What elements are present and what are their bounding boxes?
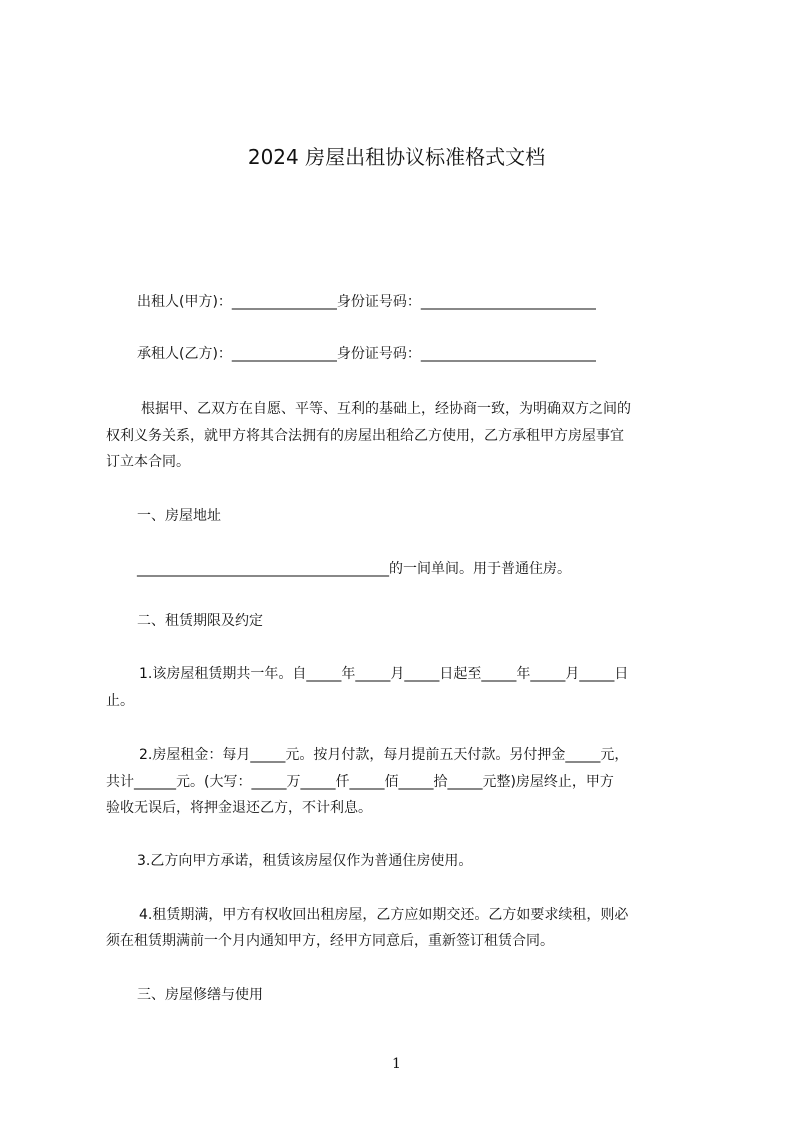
clause-3: 3.乙方向甲方承诺，租赁该房屋仅作为普通住房使用。 [137, 853, 473, 869]
document-title: 2024 房屋出租协议标准格式文档 [247, 145, 546, 169]
clause-2-line-1: 2.房屋租金：每月_____元。按月付款，每月提前五天付款。另付押金_____元， [139, 747, 629, 763]
section-heading-address: 一、房屋地址 [137, 508, 221, 524]
clause-4-line-1: 4.租赁期满，甲方有权收回出租房屋，乙方应如期交还。乙方如要求续租，则必 [139, 907, 629, 923]
clause-2-line-3: 验收无误后，将押金退还乙方，不计利息。 [106, 800, 372, 816]
intro-line-1: 根据甲、乙双方在自愿、平等、互利的基础上，经协商一致，为明确双方之间的 [141, 401, 631, 417]
intro-line-2: 权利义务关系，就甲方将其合法拥有的房屋出租给乙方使用，乙方承租甲方房屋事宜 [106, 428, 624, 444]
intro-line-3: 订立本合同。 [106, 454, 190, 470]
page-number: 1 [392, 1056, 401, 1072]
clause-1-line-2: 止。 [106, 693, 134, 709]
section-heading-term: 二、租赁期限及约定 [137, 613, 263, 629]
clause-2-line-2: 共计______元。(大写：_____万_____仟_____佰_____拾_____元整)房屋终止，甲方 [106, 774, 614, 790]
address-line: ____________________________________的一间单间。用于普通住房。 [137, 561, 571, 577]
clause-1-line-1: 1.该房屋租赁期共一年。自_____年_____月_____日起至_____年_____月_____日 [139, 666, 629, 682]
lessor-line: 出租人(甲方)：_______________身份证号码：_________________________ [137, 294, 596, 310]
clause-4-line-2: 须在租赁期满前一个月内通知甲方，经甲方同意后，重新签订租赁合同。 [106, 933, 554, 949]
lessee-line: 承租人(乙方)：_______________身份证号码：_________________________ [137, 346, 596, 362]
section-heading-repair: 三、房屋修缮与使用 [137, 987, 263, 1003]
